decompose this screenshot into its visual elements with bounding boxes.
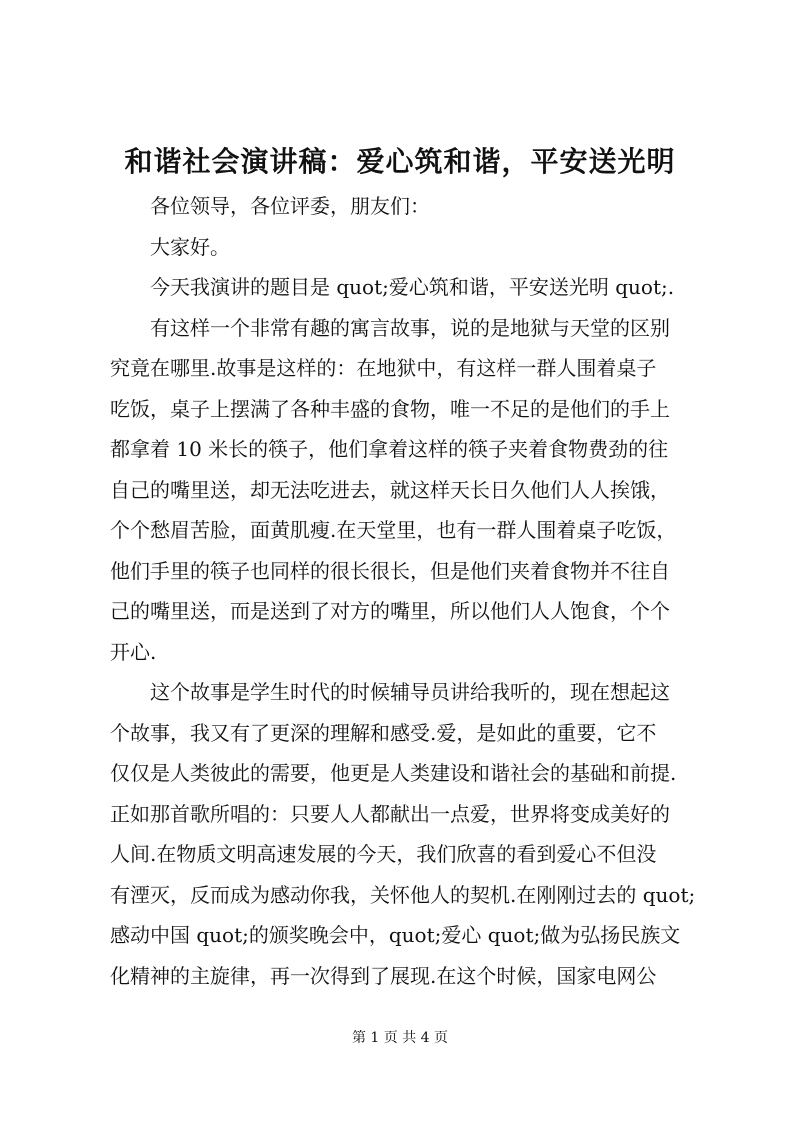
paragraph-line: 开心. bbox=[110, 639, 157, 664]
topic-line: 今天我演讲的题目是 quot;爱心筑和谐，平安送光明 quot;. bbox=[150, 275, 675, 299]
document-body bbox=[110, 186, 700, 996]
paragraph-line: 正如那首歌所唱的：只要人人都献出一点爱，世界将变成美好的 bbox=[110, 801, 670, 826]
paragraph-line: 究竟在哪里.故事是这样的：在地狱中，有这样一群人围着桌子 bbox=[110, 356, 657, 380]
page-title: 和谐社会演讲稿：爱心筑和谐，平安送光明 bbox=[124, 145, 676, 178]
paragraph-line: 化精神的主旋律，再一次得到了展现.在这个时候，国家电网公 bbox=[110, 963, 657, 988]
page-footer: 第 1 页 共 4 页 bbox=[351, 1030, 449, 1046]
paragraph-line: 感动中国 quot;的颁奖晚会中，quot;爱心 quot;做为弘扬民族文 bbox=[110, 923, 681, 947]
paragraph-line: 己的嘴里送，而是送到了对方的嘴里，所以他们人人饱食，个个 bbox=[110, 599, 670, 623]
paragraph-line: 人间.在物质文明高速发展的今天，我们欣喜的看到爱心不但没 bbox=[110, 842, 657, 866]
paragraph-line: 个个愁眉苦脸，面黄肌瘦.在天堂里，也有一群人围着桌子吃饭， bbox=[110, 518, 677, 542]
paragraph-line: 吃饭，桌子上摆满了各种丰盛的食物，唯一不足的是他们的手上 bbox=[110, 396, 670, 421]
paragraph-line: 都拿着 10 米长的筷子，他们拿着这样的筷子夹着食物费劲的往 bbox=[110, 437, 669, 461]
greeting-line: 大家好。 bbox=[150, 234, 230, 259]
paragraph-line: 自己的嘴里送，却无法吃进去，就这样天长日久他们人人挨饿， bbox=[110, 477, 670, 502]
paragraph-line: 个故事，我又有了更深的理解和感受.爱，是如此的重要，它不 bbox=[110, 720, 657, 745]
paragraph-line: 他们手里的筷子也同样的很长很长，但是他们夹着食物并不往自 bbox=[110, 558, 670, 583]
paragraph-line: 有这样一个非常有趣的寓言故事，说的是地狱与天堂的区别 bbox=[150, 315, 670, 340]
paragraph-line: 仅仅是人类彼此的需要，他更是人类建设和谐社会的基础和前提. bbox=[110, 761, 677, 785]
paragraph-line: 有湮灭，反而成为感动你我，关怀他人的契机.在刚刚过去的 quot; bbox=[110, 882, 696, 907]
salutation-line: 各位领导，各位评委，朋友们： bbox=[150, 194, 430, 218]
paragraph-line: 这个故事是学生时代的时候辅导员讲给我听的，现在想起这 bbox=[150, 680, 670, 704]
